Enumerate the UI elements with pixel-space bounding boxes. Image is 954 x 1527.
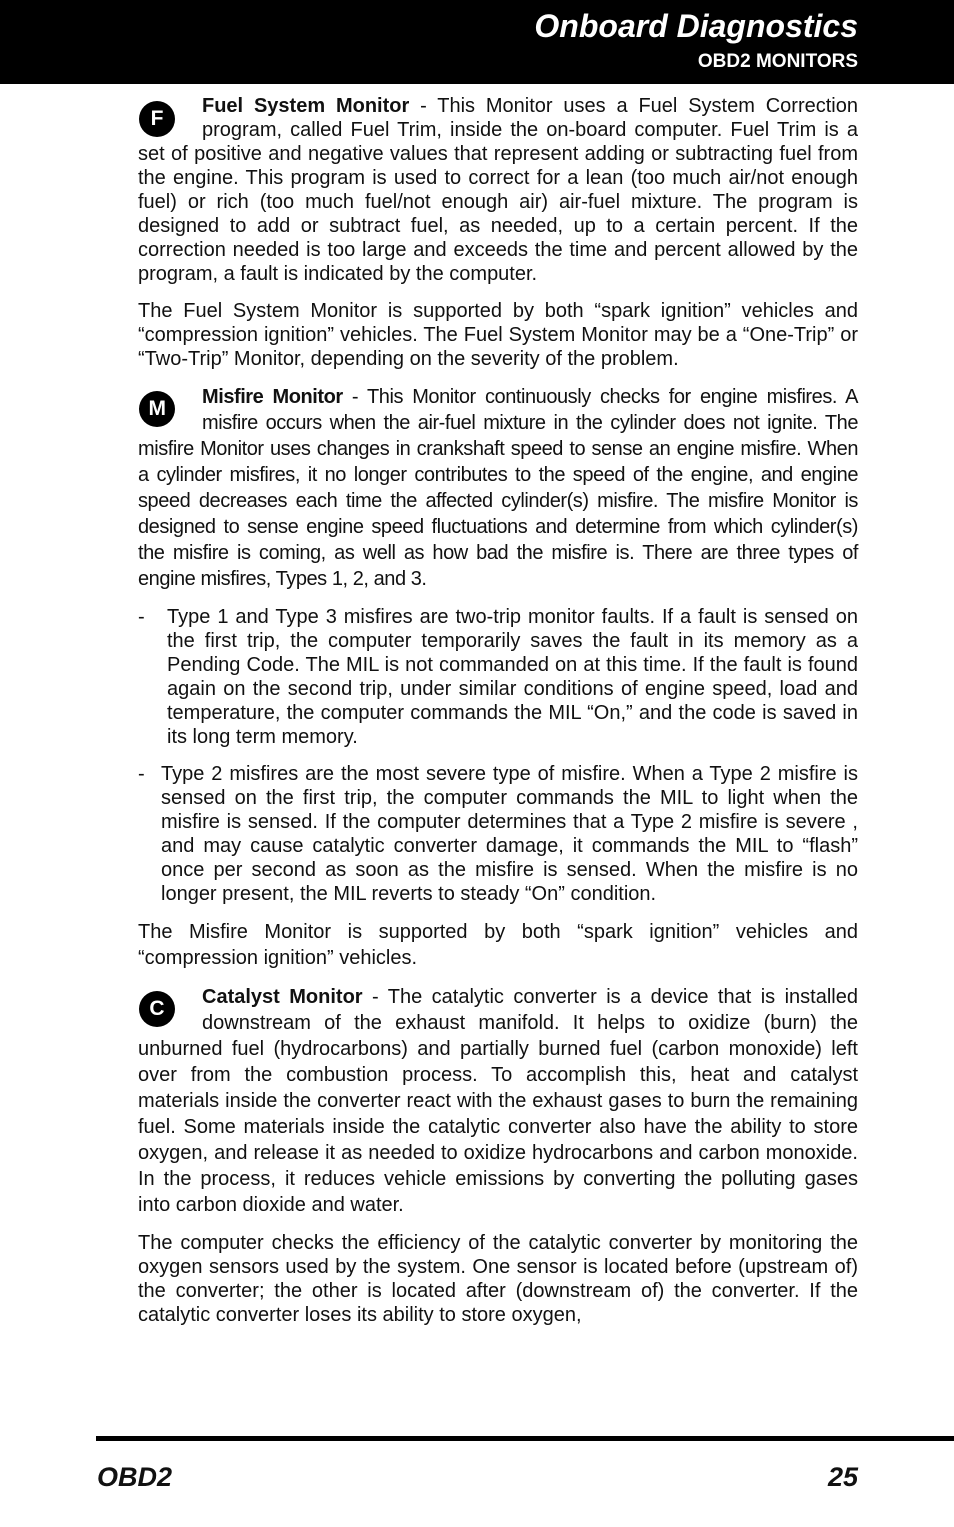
misfire-bullet-type2-text: Type 2 misfires are the most severe type of misfire. When a Type 2 misfire is sensed on the first trip, the computer commands the MIL to light when the misfire is sensed. If the computer determines that a Type 2 misfire is severe , and may cause catalytic converter damage, it commands the MIL to “flash” once per second as soon as the misfire is sensed. When the misfire is no longer present, the MIL reverts to steady “On” condition. (161, 763, 858, 905)
misfire-support-paragraph: The Misfire Monitor is supported by both “spark ignition” vehicles and “compression ignition” vehicles. (138, 921, 858, 969)
bullet-dash: - (138, 763, 145, 785)
catalyst-paragraph (138, 984, 858, 1218)
page-header (0, 0, 954, 84)
fuel-system-paragraph (138, 94, 858, 286)
header-subtitle: OBD2 MONITORS (697, 51, 858, 72)
fuel-system-intro: - This Monitor uses a Fuel System Correction program, called Fuel Trim, inside the on-board computer. Fuel Trim is a set of positive and negative values that represent adding or subtracting fuel from the engine. This program is used to correct for a lean (too much air/not enough fuel) or rich (too much fuel/not enough air) air-fuel mixture. The program is designed to add or subtract fuel, as needed, up to a certain percent. If the correction needed is too large and exceeds the time and percent allowed by the program, a fault is indicated by the computer. (138, 95, 858, 285)
footer-rule (96, 1436, 954, 1441)
misfire-heading: Misfire Monitor (202, 386, 343, 408)
page-number: 25 (827, 1462, 858, 1492)
fuel-system-icon: F (139, 101, 175, 137)
catalyst-intro: - The catalytic converter is a device that is installed downstream of the exhaust manifold. It helps to oxidize (burn) the unburned fuel (hydrocarbons) and partially burned fuel (carbon monoxide) left over from the combustion process. To accomplish this, heat and catalyst materials inside the converter react with the exhaust gases to burn the remaining fuel. Some materials inside the catalytic converter also have the ability to store oxygen, and release it as needed to oxidize hydrocarbons and carbon monoxide. In the process, it reduces vehicle emissions by converting the polluting gases into carbon dioxide and water. (138, 986, 858, 1216)
footer-label: OBD2 (97, 1462, 173, 1492)
catalyst-efficiency-paragraph: The computer checks the efficiency of the catalytic converter by monitoring the oxygen sensors used by the system. One sensor is located before (upstream of) the converter; the other is located after (downstream of) the converter. If the catalytic converter loses its ability to store oxygen, (138, 1232, 858, 1326)
bullet-dash: - (138, 606, 145, 628)
misfire-icon: M (139, 391, 175, 427)
page-content (138, 94, 858, 1340)
catalyst-icon: C (139, 991, 175, 1027)
misfire-paragraph (138, 384, 858, 592)
catalyst-heading: Catalyst Monitor (202, 986, 363, 1008)
misfire-bullet-type1-text: Type 1 and Type 3 misfires are two-trip monitor faults. If a fault is sensed on the first trip, the computer temporarily saves the fault in its memory as a Pending Code. The MIL is not commanded on at this time. If the fault is found again on the second trip, under similar conditions of engine speed, load and temperature, the computer commands the MIL “On,” and the code is saved in its long term memory. (167, 606, 858, 748)
misfire-intro: - This Monitor continuously checks for engine misfires. A misfire occurs when the air-fuel mixture in the cylinder does not ignite. The misfire Monitor uses changes in crankshaft speed to sense an engine misfire. When a cylinder misfires, it no longer contributes to the speed of the engine, and engine speed decreases each time the affected cylinder(s) misfire. The misfire Monitor is designed to sense engine speed fluctuations and determine from which cylinder(s) the misfire is coming, as well as how bad the misfire is. There are three types of engine misfires, Types 1, 2, and 3. (138, 386, 858, 590)
header-title: Onboard Diagnostics (534, 8, 858, 44)
fuel-system-heading: Fuel System Monitor (202, 95, 410, 117)
misfire-bullet-type2 (138, 762, 858, 906)
fuel-system-support-paragraph: The Fuel System Monitor is supported by both “spark ignition” vehicles and “compression ignition” vehicles. The Fuel System Monitor may be a “One-Trip” or “Two-Trip” Monitor, depending on the severity of the problem. (138, 300, 858, 370)
misfire-bullet-type1 (138, 605, 858, 749)
